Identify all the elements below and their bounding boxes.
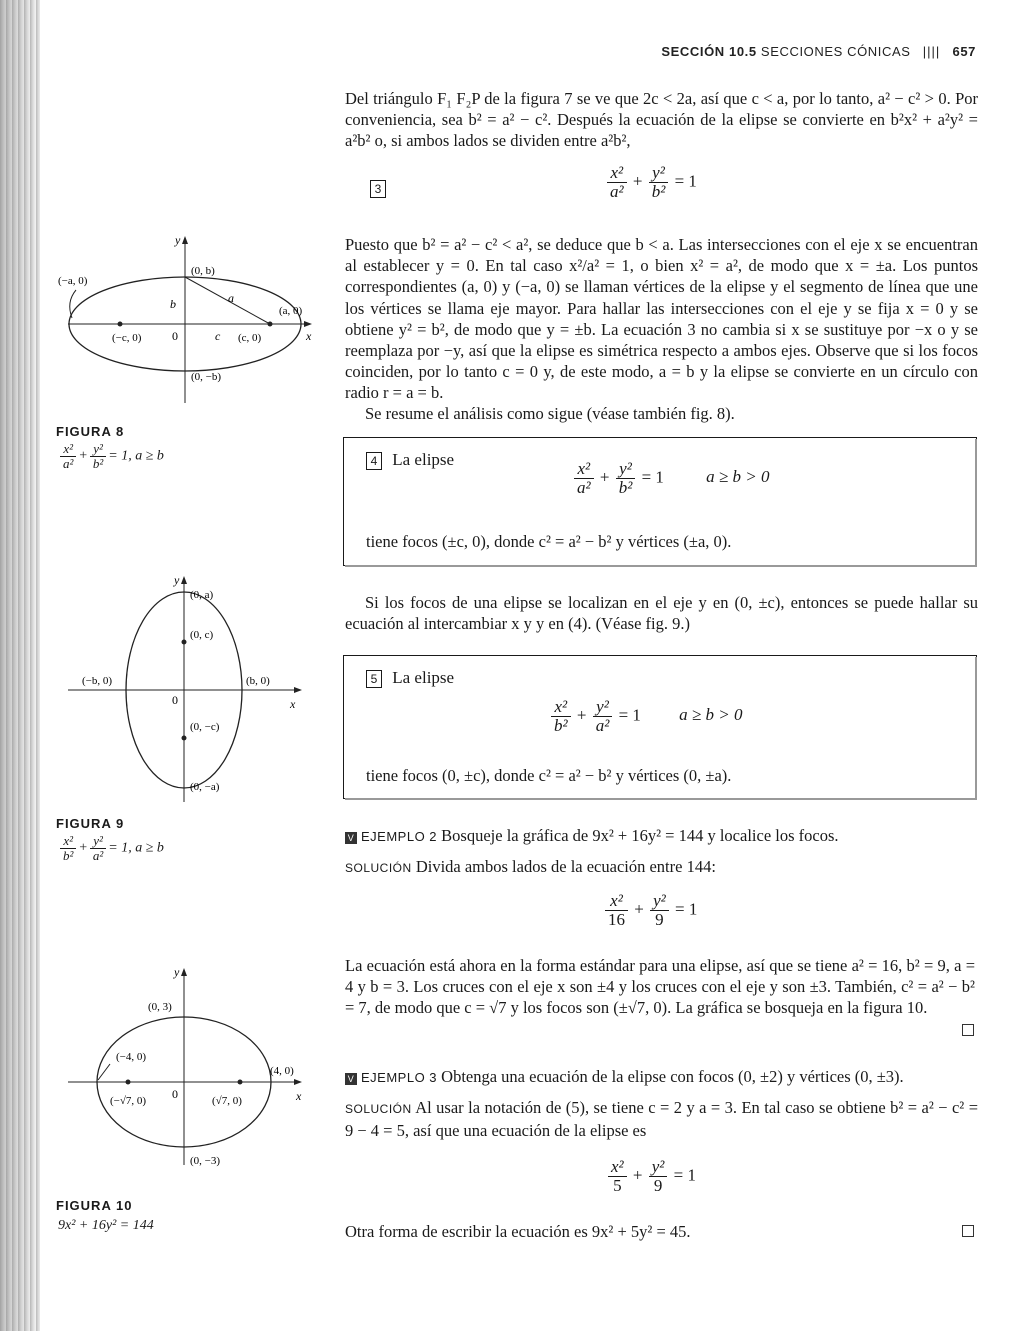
y-axis-label: y	[174, 965, 180, 979]
example-icon: V	[345, 832, 357, 844]
label-b: b	[170, 297, 176, 311]
box5-condition: a ≥ b > 0	[679, 705, 743, 725]
label-right-vertex: (b, 0)	[246, 675, 270, 687]
label-right-focus: (√7, 0)	[212, 1095, 242, 1107]
fig9-cap-num2: y²	[90, 834, 106, 849]
paragraph-vertices: Puesto que b² = a² − c² < a², se deduce que b < a. Las intersecciones con el eje x se encuentran al establecer y = 0. En tal caso x²/a² = 1, o bien x² = a², de modo que x = ±a. Los puntos correspondientes (a, 0) y (−a, 0) se llaman vértices de la elipse y el segmento de línea que une los vértices se llama eje mayor. Para hallar las intersecciones con el eje y se fija x = 0 y se obtiene y² = b², de modo que y = ±b. La ecuación 3 no cambia si x se sustituye por −x o y se reemplaza por −y, así que la elipse es simétrica respecto a ambos ejes. Observe que si los focos coinciden, por lo tanto c = 0 y, de este modo, a = b y la elipse se convierte en un círculo con radio r = a = b.	[345, 235, 978, 403]
eq3-op: +	[632, 171, 643, 191]
section-title: SECCIONES CÓNICAS	[760, 44, 911, 59]
ex3-rhs: = 1	[673, 1165, 696, 1185]
y-axis-arrow	[182, 236, 188, 244]
box4-den2: b²	[618, 478, 633, 497]
fig8-cap-den2: b²	[92, 456, 104, 471]
box4-shadow-bottom	[345, 565, 977, 567]
label-left-focus: (−c, 0)	[112, 332, 142, 344]
equation-number: 3	[370, 180, 386, 198]
fig8-cap-num2: y²	[90, 442, 106, 457]
x-axis-label: x	[290, 697, 296, 711]
label-right-focus: (c, 0)	[238, 332, 262, 344]
page-number: 657	[952, 44, 976, 59]
label-bottom-vertex: (0, −3)	[190, 1155, 221, 1167]
example-icon: V	[345, 1073, 357, 1085]
x-axis-arrow	[304, 321, 312, 327]
equation-3	[605, 164, 697, 201]
box5-op: +	[576, 705, 587, 725]
label-a: a	[228, 291, 234, 305]
fig8-cap-rhs: = 1, a ≥ b	[108, 448, 164, 464]
ex2-op: +	[634, 899, 644, 919]
figure-8-diagram	[50, 228, 330, 408]
example-2-paragraph: La ecuación está ahora en la forma estándar para una elipse, así que se tiene a² = 16, b² = 9, a = 4 y b = 3. Los cruces con el eje x son ±4 y los cruces con el eje y son ±3. También, c² = a² − b² = 7, de modo que c = √7 y los focos son (±√7, 0). La gráfica se bosqueja en la figura 10.	[345, 956, 975, 1018]
theorem-box-4	[343, 437, 977, 566]
origin-label: 0	[172, 1087, 178, 1101]
label-left-vertex: (−4, 0)	[116, 1051, 147, 1063]
y-axis-arrow	[181, 576, 187, 584]
x-axis-arrow	[294, 687, 302, 693]
box4-shadow-right	[975, 439, 977, 567]
eq3-num1: x²	[607, 164, 627, 183]
box4-text: tiene focos (±c, 0), donde c² = a² − b² y vértices (±a, 0).	[366, 532, 732, 551]
box5-num1: x²	[551, 698, 571, 717]
focus-bottom	[182, 736, 187, 741]
label-c: c	[215, 329, 221, 343]
box5-den1: b²	[554, 716, 568, 735]
example-2-solution	[345, 856, 978, 879]
origin-label: 0	[172, 693, 178, 707]
label-top: (0, b)	[191, 265, 215, 277]
focus-right	[238, 1080, 243, 1085]
ex2-den2: 9	[655, 910, 664, 929]
label-left-vertex: (−b, 0)	[82, 675, 113, 687]
ex3-den1: 5	[613, 1176, 622, 1195]
box4-equation	[572, 460, 769, 497]
eq3-rhs: = 1	[674, 171, 697, 191]
box4-den1: a²	[577, 478, 591, 497]
label-left-vertex: (−a, 0)	[58, 275, 88, 287]
focus-left	[126, 1080, 131, 1085]
fig9-cap-den1: b²	[63, 848, 74, 863]
ex3-op: +	[632, 1165, 643, 1185]
box5-shadow-bottom	[345, 798, 977, 800]
eq3-den1: a²	[610, 182, 624, 201]
label-top-vertex: (0, a)	[190, 589, 214, 601]
box4-title: La elipse	[392, 450, 455, 469]
solution-label: SOLUCIÓN	[345, 861, 412, 875]
x-axis-label: x	[306, 329, 312, 343]
ex2-num1: x²	[605, 892, 628, 911]
label-bottom: (0, −b)	[191, 371, 222, 383]
label-right-vertex: (a, 0)	[279, 305, 303, 317]
running-header	[661, 44, 976, 59]
ex2-num2: y²	[650, 892, 669, 911]
box5-title: La elipse	[392, 668, 455, 687]
label-right-vertex: (4, 0)	[270, 1065, 294, 1077]
example-2-text: Bosqueje la gráfica de 9x² + 16y² = 144 y localice los focos.	[441, 826, 839, 845]
ex3-num1: x²	[608, 1158, 627, 1177]
solution-label: SOLUCIÓN	[345, 1102, 412, 1116]
ex3-den2: 9	[653, 1176, 663, 1195]
origin-label: 0	[172, 329, 178, 343]
eq3-den2: b²	[651, 182, 666, 201]
label-bottom-vertex: (0, −a)	[190, 781, 220, 793]
figure-9-caption	[58, 834, 164, 863]
label-top-vertex: (0, 3)	[148, 1001, 172, 1013]
focus-top	[182, 640, 187, 645]
box4-condition: a ≥ b > 0	[706, 467, 770, 487]
box5-den2: a²	[595, 716, 610, 735]
fig9-cap-den2: a²	[92, 848, 104, 863]
spine-gradient	[0, 0, 40, 1331]
example-2-solution-text: Divida ambos lados de la ecuación entre 144:	[415, 857, 716, 876]
fig9-cap-op: +	[78, 840, 88, 856]
box5-rhs: = 1	[618, 705, 641, 725]
figure-10-caption: 9x² + 16y² = 144	[58, 1218, 154, 1233]
ex2-den1: 16	[608, 910, 625, 929]
fig8-cap-op: +	[78, 448, 88, 464]
focus-left	[118, 322, 123, 327]
fig8-cap-num1: x²	[60, 442, 76, 457]
y-axis-arrow	[181, 968, 187, 976]
paragraph-intro: Del triángulo F₁ F₂P de la figura 7 se ve que 2c < 2a, así que c < a, por lo tanto, a² − c² > 0. Por conveniencia, sea b² = a² − c². Después la ecuación de la elipse se convierte en b²x² + a²y² = a²b² o, si ambos lados se dividen entre a²b²,	[345, 89, 978, 151]
x-axis-arrow	[294, 1079, 302, 1085]
box4-op: +	[599, 467, 610, 487]
fig9-cap-rhs: = 1, a ≥ b	[108, 840, 164, 856]
example-2	[345, 825, 978, 847]
figure-10-label: FIGURA 10	[56, 1198, 133, 1213]
example-3-paragraph: Otra forma de escribir la ecuación es 9x² + 5y² = 45.	[345, 1222, 691, 1241]
paragraph-y-foci: Si los focos de una elipse se localizan en el eje y en (0, ±c), entonces se puede hallar su ecuación al intercambiar x y y en (4). (Véase fig. 9.)	[345, 593, 978, 634]
box5-number: 5	[366, 670, 382, 688]
equation-3-number	[370, 178, 386, 198]
figure-8-label: FIGURA 8	[56, 424, 125, 439]
fig9-cap-num1: x²	[60, 834, 76, 849]
example-2-label: V EJEMPLO 2	[345, 829, 437, 844]
box4-num1: x²	[574, 460, 594, 479]
theorem-box-5	[343, 655, 977, 799]
label-bottom-focus: (0, −c)	[190, 721, 220, 733]
paragraph-summary: Se resume el análisis como sigue (véase también fig. 8).	[365, 404, 735, 423]
figure-9-diagram	[50, 570, 330, 810]
example-3-solution	[345, 1097, 978, 1141]
x-axis-label: x	[296, 1089, 302, 1103]
end-of-proof-icon	[962, 1024, 974, 1036]
label-left-focus: (−√7, 0)	[110, 1095, 147, 1107]
end-of-proof-icon	[962, 1225, 974, 1237]
example-2-equation	[603, 892, 697, 929]
box5-shadow-right	[975, 657, 977, 800]
figure-9-label: FIGURA 9	[56, 816, 125, 831]
figure-10-diagram	[50, 960, 330, 1170]
box4-num2: y²	[616, 460, 636, 479]
example-3-label: V EJEMPLO 3	[345, 1070, 437, 1085]
box4-rhs: = 1	[641, 467, 664, 487]
section-number: SECCIÓN 10.5	[661, 44, 757, 59]
header-bars: ||||	[922, 44, 941, 59]
fig8-cap-den1: a²	[63, 456, 74, 471]
example-3-equation	[606, 1158, 696, 1195]
focus-right	[268, 322, 273, 327]
example-3	[345, 1066, 978, 1088]
ex2-rhs: = 1	[675, 899, 698, 919]
box5-equation	[549, 698, 742, 735]
leader-line	[70, 290, 76, 318]
y-axis-label: y	[174, 573, 180, 587]
example-3-solution-text: Al usar la notación de (5), se tiene c = 2 y a = 3. En tal caso se obtiene b² = a² − c² = 9 − 4 = 5, así que una ecuación de la elipse es	[345, 1098, 979, 1141]
example-3-text: Obtenga una ecuación de la elipse con focos (0, ±2) y vértices (0, ±3).	[441, 1067, 904, 1086]
y-axis-label: y	[175, 233, 181, 247]
box4-number: 4	[366, 452, 382, 470]
figure-8-caption	[58, 442, 164, 471]
ex3-num2: y²	[649, 1158, 668, 1177]
box5-text: tiene focos (0, ±c), donde c² = a² − b² y vértices (0, ±a).	[366, 766, 732, 785]
box5-num2: y²	[593, 698, 613, 717]
eq3-num2: y²	[649, 164, 669, 183]
label-top-focus: (0, c)	[190, 629, 214, 641]
